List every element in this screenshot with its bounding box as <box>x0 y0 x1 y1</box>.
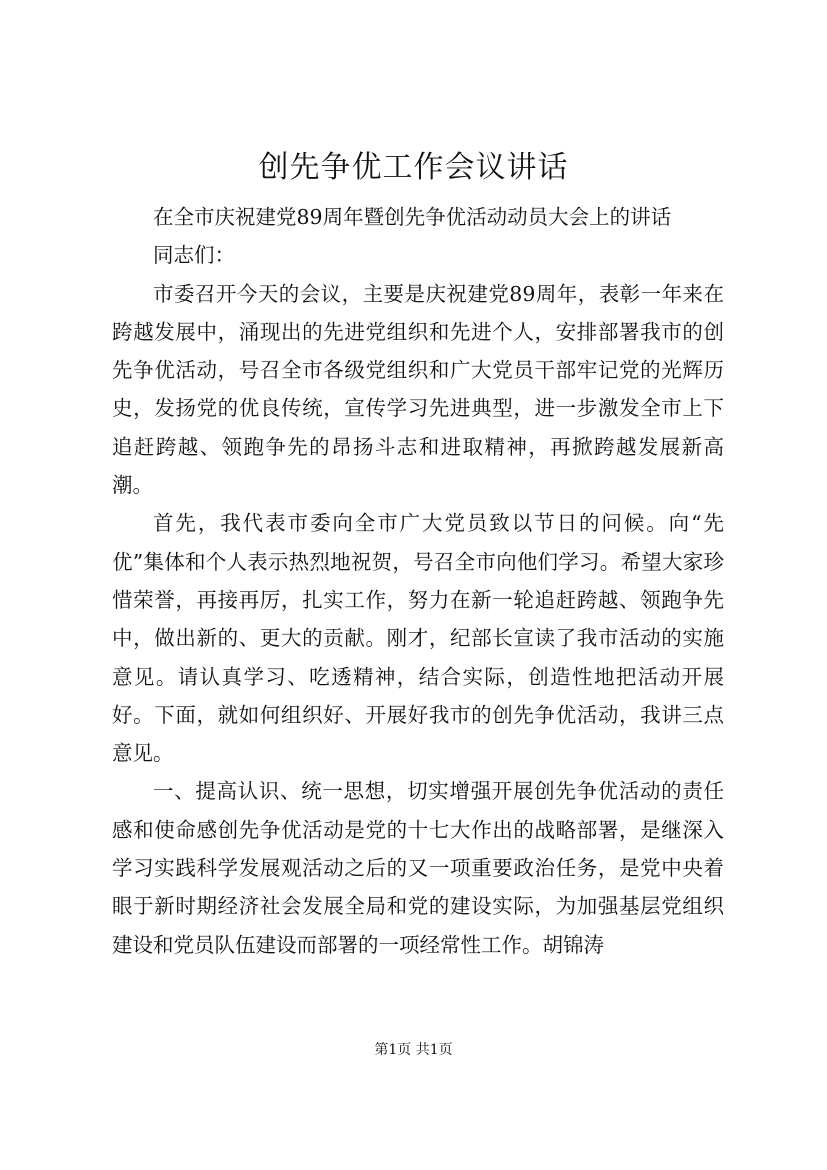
paragraph: 首先，我代表市委向全市广大党员致以节日的问候。向“先优”集体和个人表示热烈地祝贺，号召全市向他们学习。希望大家珍惜荣誉，再接再厉，扎实工作，努力在新一轮追赶跨越、领跑争先中，做出新的、更大的贡献。刚才，纪部长宣读了我市活动的实施意见。请认真学习、吃透精神，结合实际，创造性地把活动开展好。下面，就如何组织好、开展好我市的创先争优活动，我讲三点意见。 <box>112 511 724 766</box>
speech-subtitle: 在全市庆祝建党89周年暨创先争优活动动员大会上的讲话 <box>153 205 672 229</box>
salutation: 同志们： <box>153 243 235 268</box>
paragraph: 市委召开今天的会议，主要是庆祝建党89周年，表彰一年来在跨越发展中，涌现出的先进党组织和先进个人，安排部署我市的创先争优活动，号召全市各级党组织和广大党员干部牢记党的光辉历史，发扬党的优良传统，宣传学习先进典型，进一步激发全市上下追赶跨越、领跑争先的昂扬斗志和进取精神，再掀跨越发展新高潮。 <box>112 281 724 498</box>
document-body <box>112 198 724 964</box>
page-footer: 第1页 共1页 <box>374 1042 453 1058</box>
document-title: 创先争优工作会议讲话 <box>258 150 569 185</box>
paragraph: 一、提高认识、统一思想，切实增强开展创先争优活动的责任感和使命感创先争优活动是党的十七大作出的战略部署，是继深入学习实践科学发展观活动之后的又一项重要政治任务，是党中央着眼于新时期经济社会发展全局和党的建设实际，为加强基层党组织建设和党员队伍建设而部署的一项经常性工作。胡锦涛 <box>112 779 724 957</box>
